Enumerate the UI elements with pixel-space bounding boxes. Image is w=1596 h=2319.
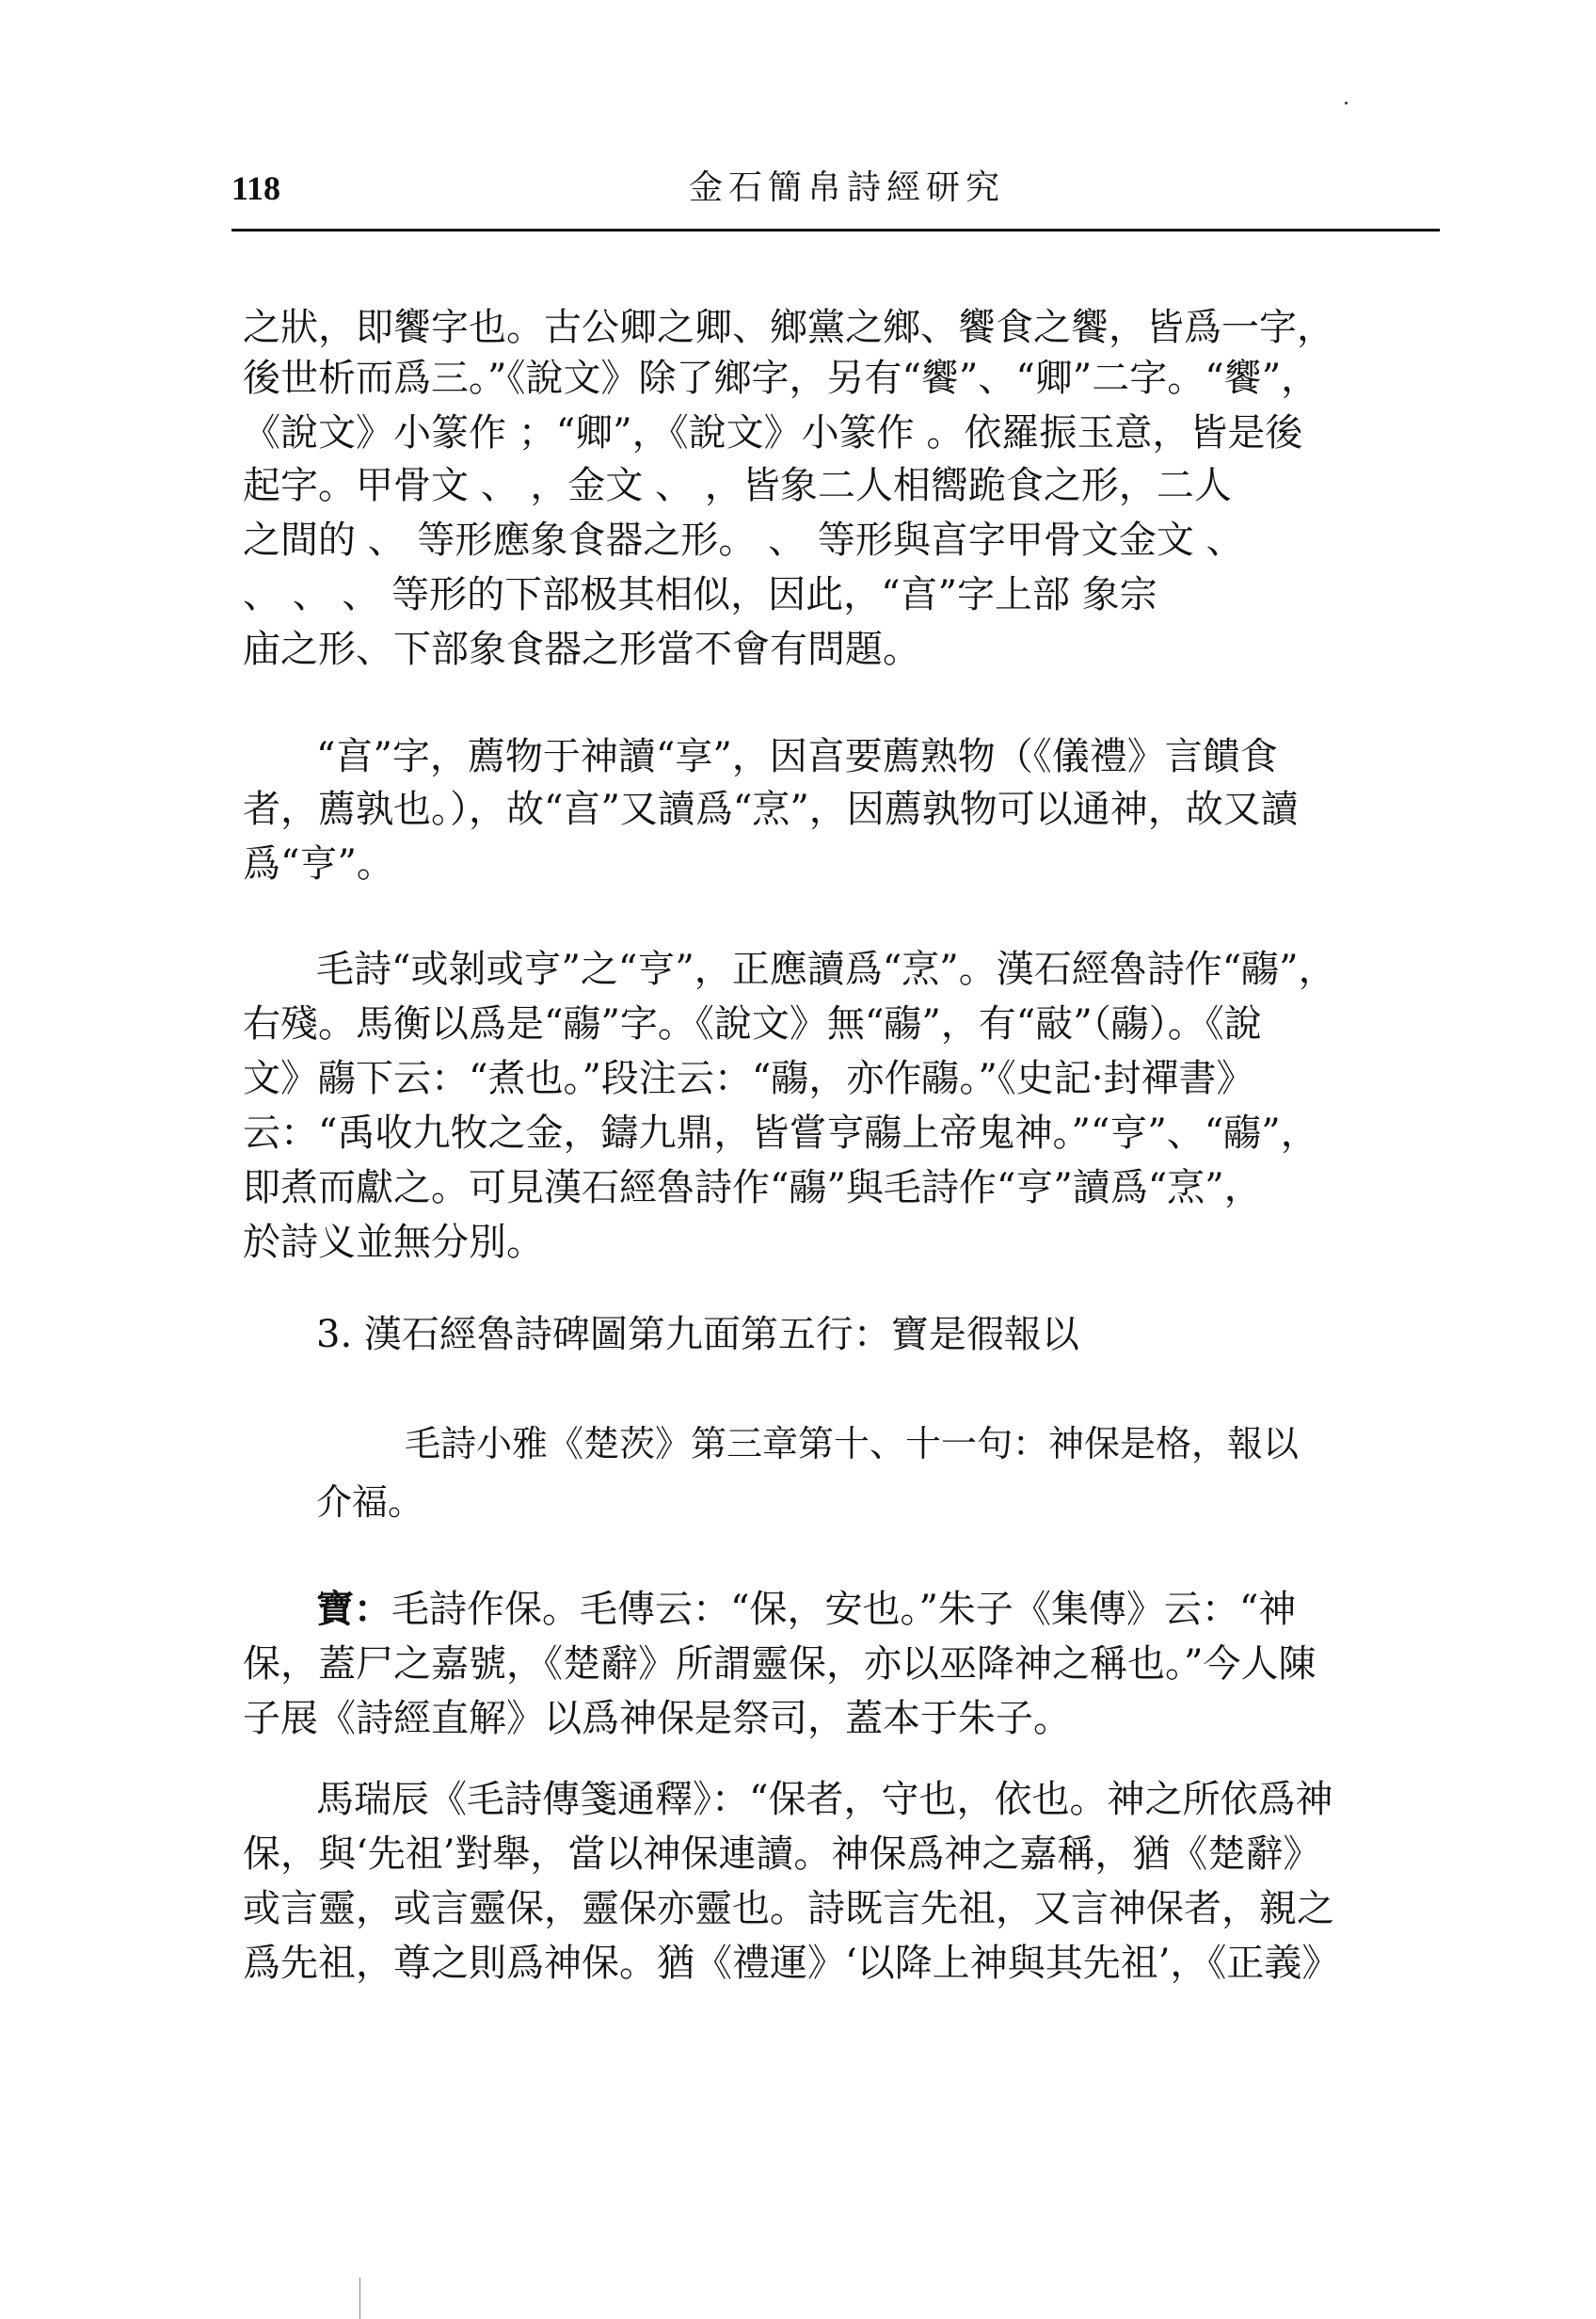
text-line: 馬瑞辰《毛詩傳箋通釋》：“保者，守也，依也。神之所依爲神 bbox=[316, 1778, 1333, 1821]
text-line: 保，與‘先祖’對舉，當以神保連讀。神保爲神之嘉稱，猶《楚辭》 bbox=[243, 1832, 1321, 1876]
margin-mark bbox=[1345, 102, 1348, 104]
text-line: “亯”字，薦物于神讀“享”，因亯要薦熟物（《儀禮》言饋食 bbox=[316, 735, 1278, 778]
text-line: 文》鬺下云：“煮也。”段注云：“鬺，亦作鬺。”《史記·封禪書》 bbox=[243, 1057, 1254, 1100]
text-line: 或言靈，或言靈保，靈保亦靈也。詩既言先祖，又言神保者，親之 bbox=[243, 1887, 1334, 1930]
text-run: 毛詩作保。毛傳云：“保，安也。”朱子《集傳》云：“神 bbox=[391, 1588, 1297, 1631]
text-line: 右殘。馬衡以爲是“鬺”字。《說文》無“鬺”，有“䰙”（鬺）。《說 bbox=[243, 1002, 1262, 1046]
running-head: 金石簡帛詩經研究 bbox=[688, 168, 1005, 207]
text-line: 《說文》小篆作 ；“卿”，《說文》小篆作 。依羅振玉意，皆是後 bbox=[243, 411, 1303, 455]
quote-line: 介福。 bbox=[316, 1481, 424, 1523]
text-line bbox=[316, 1585, 1440, 1634]
term-lead: 寶： bbox=[316, 1587, 391, 1631]
text-line: 之狀，即饗字也。古公卿之卿、鄉黨之鄉、饗食之饗，皆爲一字， bbox=[243, 306, 1334, 349]
text-line: 庙之形、下部象食器之形當不會有問題。 bbox=[243, 628, 920, 671]
page-number: 118 bbox=[231, 169, 281, 207]
gutter-mark bbox=[359, 2278, 360, 2319]
text-line: 爲“亨”。 bbox=[243, 842, 394, 886]
text-line: 毛詩“或剝或亨”之“亨”，正應讀爲“烹”。漢石經魯詩作“鬺”， bbox=[316, 948, 1336, 991]
text-line: 云：“禹收九牧之金，鑄九鼎，皆嘗亨鬺上帝鬼神。”“亨”、“鬺”， bbox=[243, 1112, 1318, 1155]
text-line: 子展《詩經直解》以爲神保是祭司，蓋本于朱子。 bbox=[243, 1697, 1071, 1740]
text-line: 、 、 、 等形的下部极其相似，因此，“亯”字上部 象宗 bbox=[243, 573, 1157, 616]
text-line: 於詩义並無分別。 bbox=[243, 1221, 544, 1264]
text-line: 起字。甲骨文 、 ，金文 、 ，皆象二人相嚮跪食之形，二人 bbox=[243, 464, 1232, 507]
quote-line: 毛詩小雅《楚茨》第三章第十、十一句：神保是格，報以 bbox=[405, 1423, 1300, 1464]
text-line: 即煮而獻之。可見漢石經魯詩作“鬺”與毛詩作“亨”讀爲“烹”， bbox=[243, 1166, 1262, 1209]
header-rule bbox=[231, 229, 1440, 232]
text-line: 保，蓋尸之嘉號，《楚辭》所謂靈保，亦以巫降神之稱也。”今人陳 bbox=[243, 1642, 1317, 1686]
text-line: 爲先祖，尊之則爲神保。猶《禮運》‘以降上神與其先祖’，《正義》 bbox=[243, 1942, 1340, 1985]
text-line: 者，薦孰也。），故“亯”又讀爲“烹”，因薦孰物可以通神，故又讀 bbox=[243, 788, 1299, 831]
text-line: 之間的 、 等形應象食器之形。 、 等形與亯字甲骨文金文 、 bbox=[243, 519, 1244, 562]
section-heading: 3. 漢石經魯詩碑圖第九面第五行：寶是徦報以 bbox=[316, 1313, 1079, 1356]
text-line: 後世析而爲三。”《說文》除了鄉字，另有“饗”、“卿”二字。“饗”， bbox=[243, 357, 1319, 400]
